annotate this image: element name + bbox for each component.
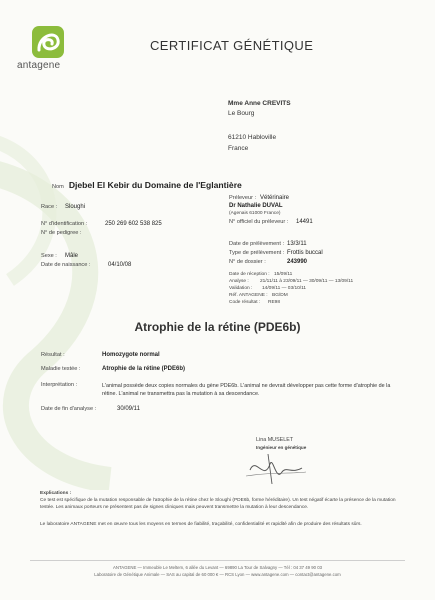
birth-label: Date de naissance : [41, 262, 91, 268]
dossier-label: N° de dossier : [229, 259, 266, 265]
pedigree-label: N° de pedigree : [41, 230, 82, 236]
sampler-id: 14491 [296, 219, 313, 225]
ident-value: 250 269 602 538 825 [105, 221, 162, 227]
disease-label: Maladie testée : [41, 366, 81, 372]
owner-address-line2: 61210 Habloville [228, 134, 277, 141]
sampler-role: Vétérinaire [260, 195, 290, 201]
footnote-paragraph-2: Le laboratoire ANTAGENE met en œuvre tous les moyens en termes de fiabilité, traçabilité, confidentialité et rapidité afin de produire des résultats sûrs. [40, 522, 362, 527]
ident-label: N° d'identification : [41, 221, 88, 227]
race-value: Sloughi [65, 204, 86, 210]
sample-date-label: Date de prélèvement : [229, 241, 285, 247]
owner-name: Mme Anne CREVITS [228, 100, 291, 107]
sampler-role-label: Préleveur : [229, 195, 257, 201]
footer-divider [30, 560, 405, 561]
sex-label: Sexe : [41, 253, 57, 259]
footer-line-2: Laboratoire de Génétique Animale — SAS au capital de 60 000 € — RCS Lyon — www.antagene.com — contact@antagene.com [94, 572, 341, 577]
validation-dates: 14/09/11 — 03/10/11 [262, 286, 307, 291]
owner-address-line1: Le Bourg [228, 110, 255, 117]
sex-value: Mâle [65, 253, 79, 259]
sampler-name: Dr Nathalie DUVAL [229, 203, 283, 209]
antagene-logo-icon [28, 22, 68, 62]
dog-name: Djebel El Kebir du Domaine de l'Eglantière [68, 180, 242, 190]
end-date-value: 30/09/11 [117, 406, 140, 412]
reception-date: 15/09/11 [274, 272, 293, 277]
dog-name-row [52, 180, 242, 190]
result-label: Résultat : [41, 352, 65, 358]
signatory-name: Lina MUSELET [256, 437, 294, 443]
end-date-label: Date de fin d'analyse : [41, 406, 97, 412]
footer-line-1: ANTAGENE — Immeuble Le Meltem, 6 allée du Levant — 69890 La Tour de Salvagny — Tél : 04 37 49 90 03 [113, 565, 322, 570]
dog-name-label: Nom [52, 184, 64, 190]
test-heading: Atrophie de la rétine (PDE6b) [134, 320, 301, 334]
analysis-dates: 21/11/11 à 23/09/11 — 30/09/11 — 13/09/11 [260, 279, 354, 284]
ref-value: BG/DM [272, 293, 288, 298]
sampler-org: (Agenais 61000 France) [229, 211, 281, 216]
interpretation-text: L'animal possède deux copies normales du gène PDE6b. L'animal ne devrait développer pas cette forme d'atrophie de la rétine. L'animal ne transmettra pas la mutation à sa descendance. [102, 383, 391, 397]
signature-scribble [240, 452, 310, 486]
signatory-role: Ingénieur en génétique [256, 445, 307, 450]
code-label: Code résultat : [229, 300, 261, 305]
analysis-label: Analyse : [229, 279, 249, 284]
validation-label: Validation : [229, 286, 253, 291]
sampler-id-label: N° officiel du préleveur : [229, 219, 289, 225]
race-label: Race : [41, 204, 58, 210]
result-value: Homozygote normal [102, 352, 160, 358]
sample-date: 13/3/11 [287, 241, 307, 247]
footnote-paragraph-1: Ce test est spécifique de la mutation responsable de l'atrophie de la rétine chez le Sloughi (PDE6b, forme héréditaire). Un test négatif écarte la présence de la mutation testée. Les animaux porteurs ne présentent pas de signes cliniques mais peuvent transmettre la mutation à leur descendance. [40, 498, 396, 510]
interpretation-label: Interprétation : [41, 382, 78, 388]
disease-value: Atrophie de la rétine (PDE6b) [102, 366, 186, 372]
code-value: RE98 [268, 300, 280, 305]
page-title: CERTIFICAT GÉNÉTIQUE [150, 38, 314, 53]
footnote-heading: Explications : [40, 491, 72, 496]
sample-type: Frottis buccal [287, 250, 323, 256]
logo-wordmark: antagene [17, 60, 61, 71]
birth-value: 04/10/08 [108, 262, 132, 268]
owner-country: France [228, 145, 249, 152]
sample-type-label: Type de prélèvement : [229, 250, 285, 256]
dossier-number: 243990 [287, 259, 308, 265]
ref-label: Réf. ANTAGENE : [229, 293, 268, 298]
reception-label: Date de réception : [229, 272, 270, 277]
